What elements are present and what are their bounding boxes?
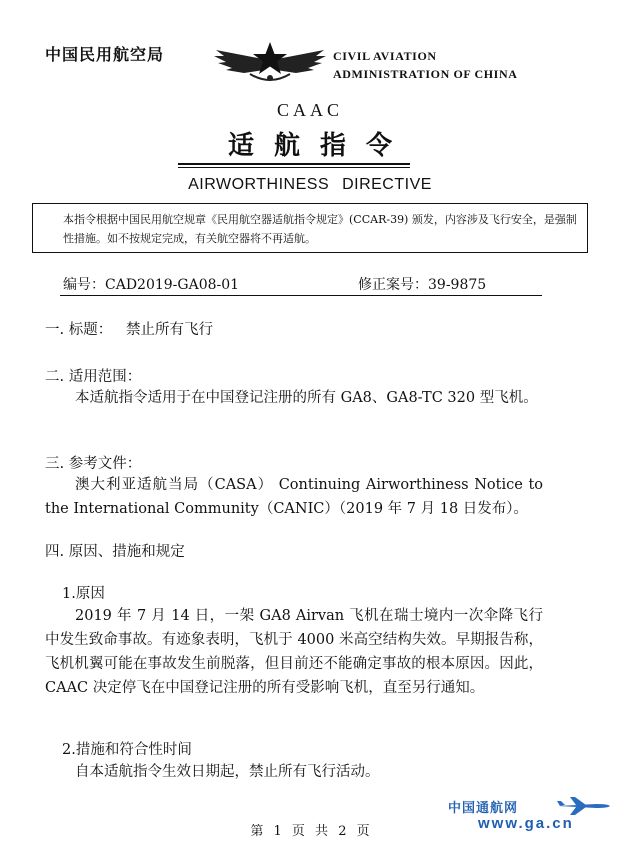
org-name-en-line1: CIVIL AVIATION (333, 49, 437, 63)
mandatory-notice-box (32, 203, 588, 253)
section-4-2-heading: 2.措施和符合性时间 (62, 742, 192, 758)
directive-number: 编号：CAD2019-GA08-01 (63, 277, 240, 293)
meta-underline (60, 295, 542, 296)
watermark-url[interactable]: www.ga.cn (478, 815, 574, 832)
org-name-en-line2: ADMINISTRATION OF CHINA (333, 67, 518, 81)
notice-text: 本指令根据中国民用航空规章《民用航空器适航指令规定》(CCAR-39) 颁发，内容涉及飞行安全，是强制性措施。如不按规定完成，有关航空器将不再适航。 (63, 213, 577, 245)
title-rule-thick (178, 163, 410, 165)
page-number: 第 1 页 共 2 页 (250, 824, 370, 839)
section-4-heading: 四. 原因、措施和规定 (45, 544, 185, 560)
section-1-heading: 一. 标题： 禁止所有飞行 (45, 322, 214, 338)
title-cn: 适航指令 (227, 131, 412, 161)
org-name-en (333, 47, 517, 83)
section-4-1-heading: 1.原因 (62, 586, 105, 602)
title-rule-thin (178, 167, 410, 168)
caac-emblem-icon (210, 40, 330, 88)
amendment-number: 修正案号：39-9875 (358, 277, 487, 293)
airplane-icon (556, 796, 612, 816)
caac-abbr: CAAC (276, 100, 343, 120)
section-2-body: 本适航指令适用于在中国登记注册的所有 GA8、GA8-TC 320 型飞机。 (75, 390, 538, 406)
watermark-site-name: 中国通航网 (448, 800, 519, 815)
section-4-2-body: 自本适航指令生效日期起，禁止所有飞行活动。 (75, 764, 380, 780)
section-4-1-body: 2019 年 7 月 14 日，一架 GA8 Airvan 飞机在瑞士境内一次伞降飞行中发生致命事故。有迹象表明，飞机于 4000 米高空结构失效。早期报告称，飞机机翼可能在事故发生前脱落，但目前还不能确定事故的根本原因。因此，CAAC 决定停飞在中国登记注册的所有受影响飞机，直至另行通知。 (45, 608, 543, 696)
section-3-body: 澳大利亚适航当局（CASA） Continuing Airworthiness Notice to the International Community（CANIC）（2019 年 7 月 18 日发布）。 (45, 477, 543, 517)
section-3-heading: 三. 参考文件： (45, 456, 142, 472)
title-en: AIRWORTHINESS DIRECTIVE (188, 176, 432, 193)
org-name-cn: 中国民用航空局 (45, 45, 165, 64)
section-2-heading: 二. 适用范围： (45, 369, 142, 385)
